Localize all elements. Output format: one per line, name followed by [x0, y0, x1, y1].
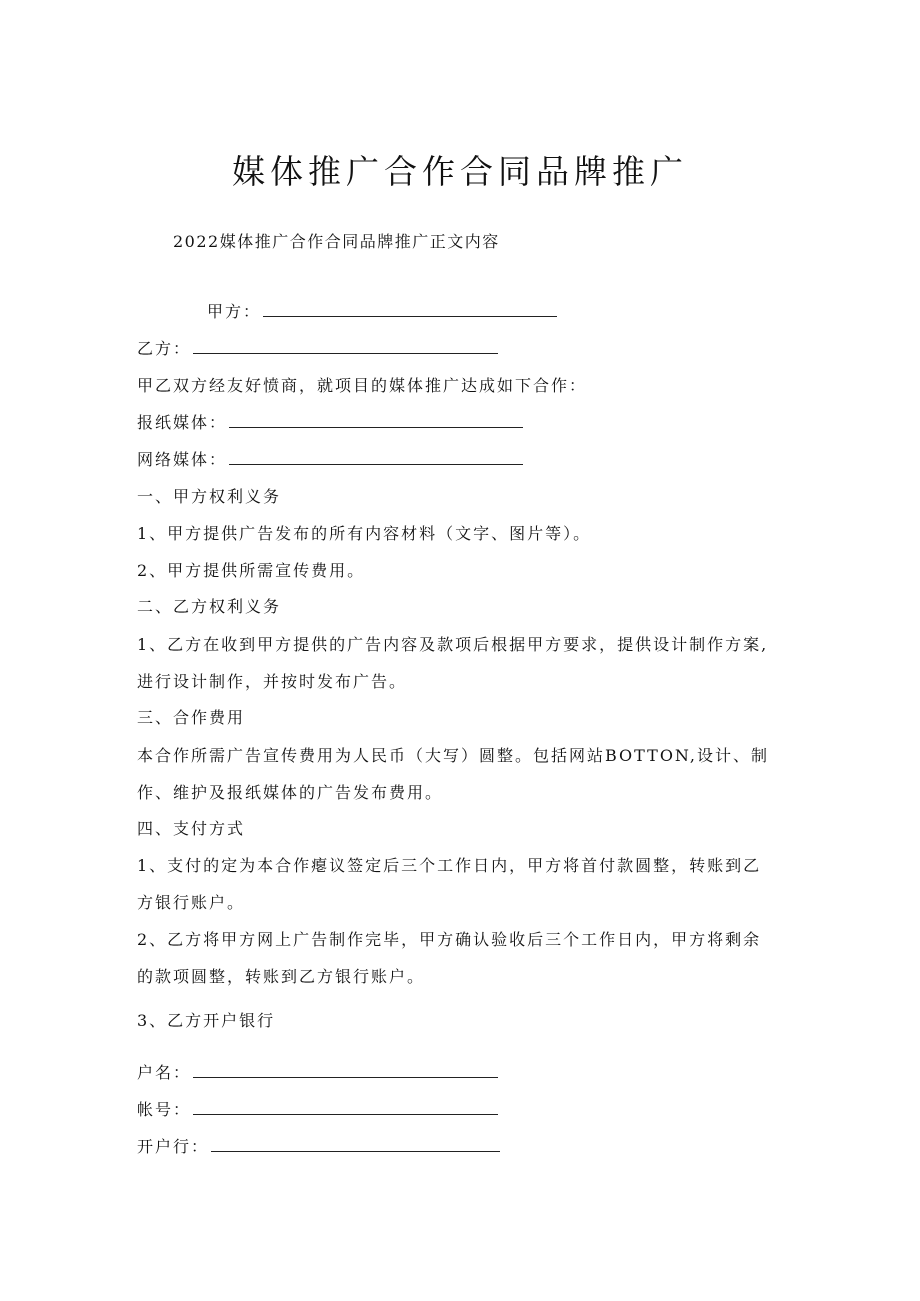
section4-heading: 四、支付方式	[137, 819, 246, 838]
party-a-line	[207, 302, 557, 322]
network-blank	[229, 450, 523, 465]
party-b-blank	[193, 339, 498, 354]
document-title: 媒体推广合作合同品牌推广	[232, 152, 688, 191]
account-name-blank	[193, 1063, 498, 1078]
section4-item1: 1、支付的定为本合作瘪议签定后三个工作日内，甲方将首付款圆整，转账到乙方银行账户。	[137, 856, 762, 912]
network-line	[137, 450, 523, 470]
party-a-label: 甲方：	[207, 302, 262, 321]
party-b-label: 乙方：	[137, 339, 192, 358]
intro-text: 甲乙双方经友好愤商，就项目的媒体推广达成如下合作：	[137, 376, 588, 395]
section4-item2: 2、乙方将甲方网上广告制作完毕，甲方确认验收后三个工作日内，甲方将剩余的款项圆整，转账到乙方银行账户。	[137, 930, 762, 986]
party-b-line	[137, 339, 498, 359]
section1-heading: 一、甲方权利义务	[137, 487, 282, 506]
account-number-blank	[193, 1100, 498, 1115]
section3-text: 本合作所需广告宣传费用为人民币（大写）圆整。包括网站BOTTON,设计、制作、维护及报纸媒体的广告发布费用。	[137, 746, 769, 802]
bank-blank	[211, 1137, 500, 1152]
newspaper-line	[137, 413, 523, 433]
section1-item1: 1、甲方提供广告发布的所有内容材料（文字、图片等）。	[137, 524, 592, 543]
party-a-blank	[263, 302, 557, 317]
account-name-label: 户名：	[137, 1063, 192, 1082]
section3-heading: 三、合作费用	[137, 708, 246, 727]
section2-item1: 1、乙方在收到甲方提供的广告内容及款项后根据甲方要求，提供设计制作方案,进行设计制作，并按时发布广告。	[137, 635, 769, 691]
bank-label: 开户行：	[137, 1137, 210, 1156]
newspaper-blank	[229, 413, 523, 428]
document-subtitle: 2022媒体推广合作合同品牌推广正文内容	[173, 232, 500, 251]
newspaper-label: 报纸媒体：	[137, 413, 228, 432]
network-label: 网络媒体：	[137, 450, 228, 469]
account-name-line	[137, 1063, 498, 1083]
section4-item3: 3、乙方开户银行	[137, 1011, 276, 1030]
account-number-label: 帐号：	[137, 1100, 192, 1119]
account-number-line	[137, 1100, 498, 1120]
section1-item2: 2、甲方提供所需宣传费用。	[137, 561, 366, 580]
section2-heading: 二、乙方权利义务	[137, 597, 282, 616]
bank-line	[137, 1137, 500, 1157]
